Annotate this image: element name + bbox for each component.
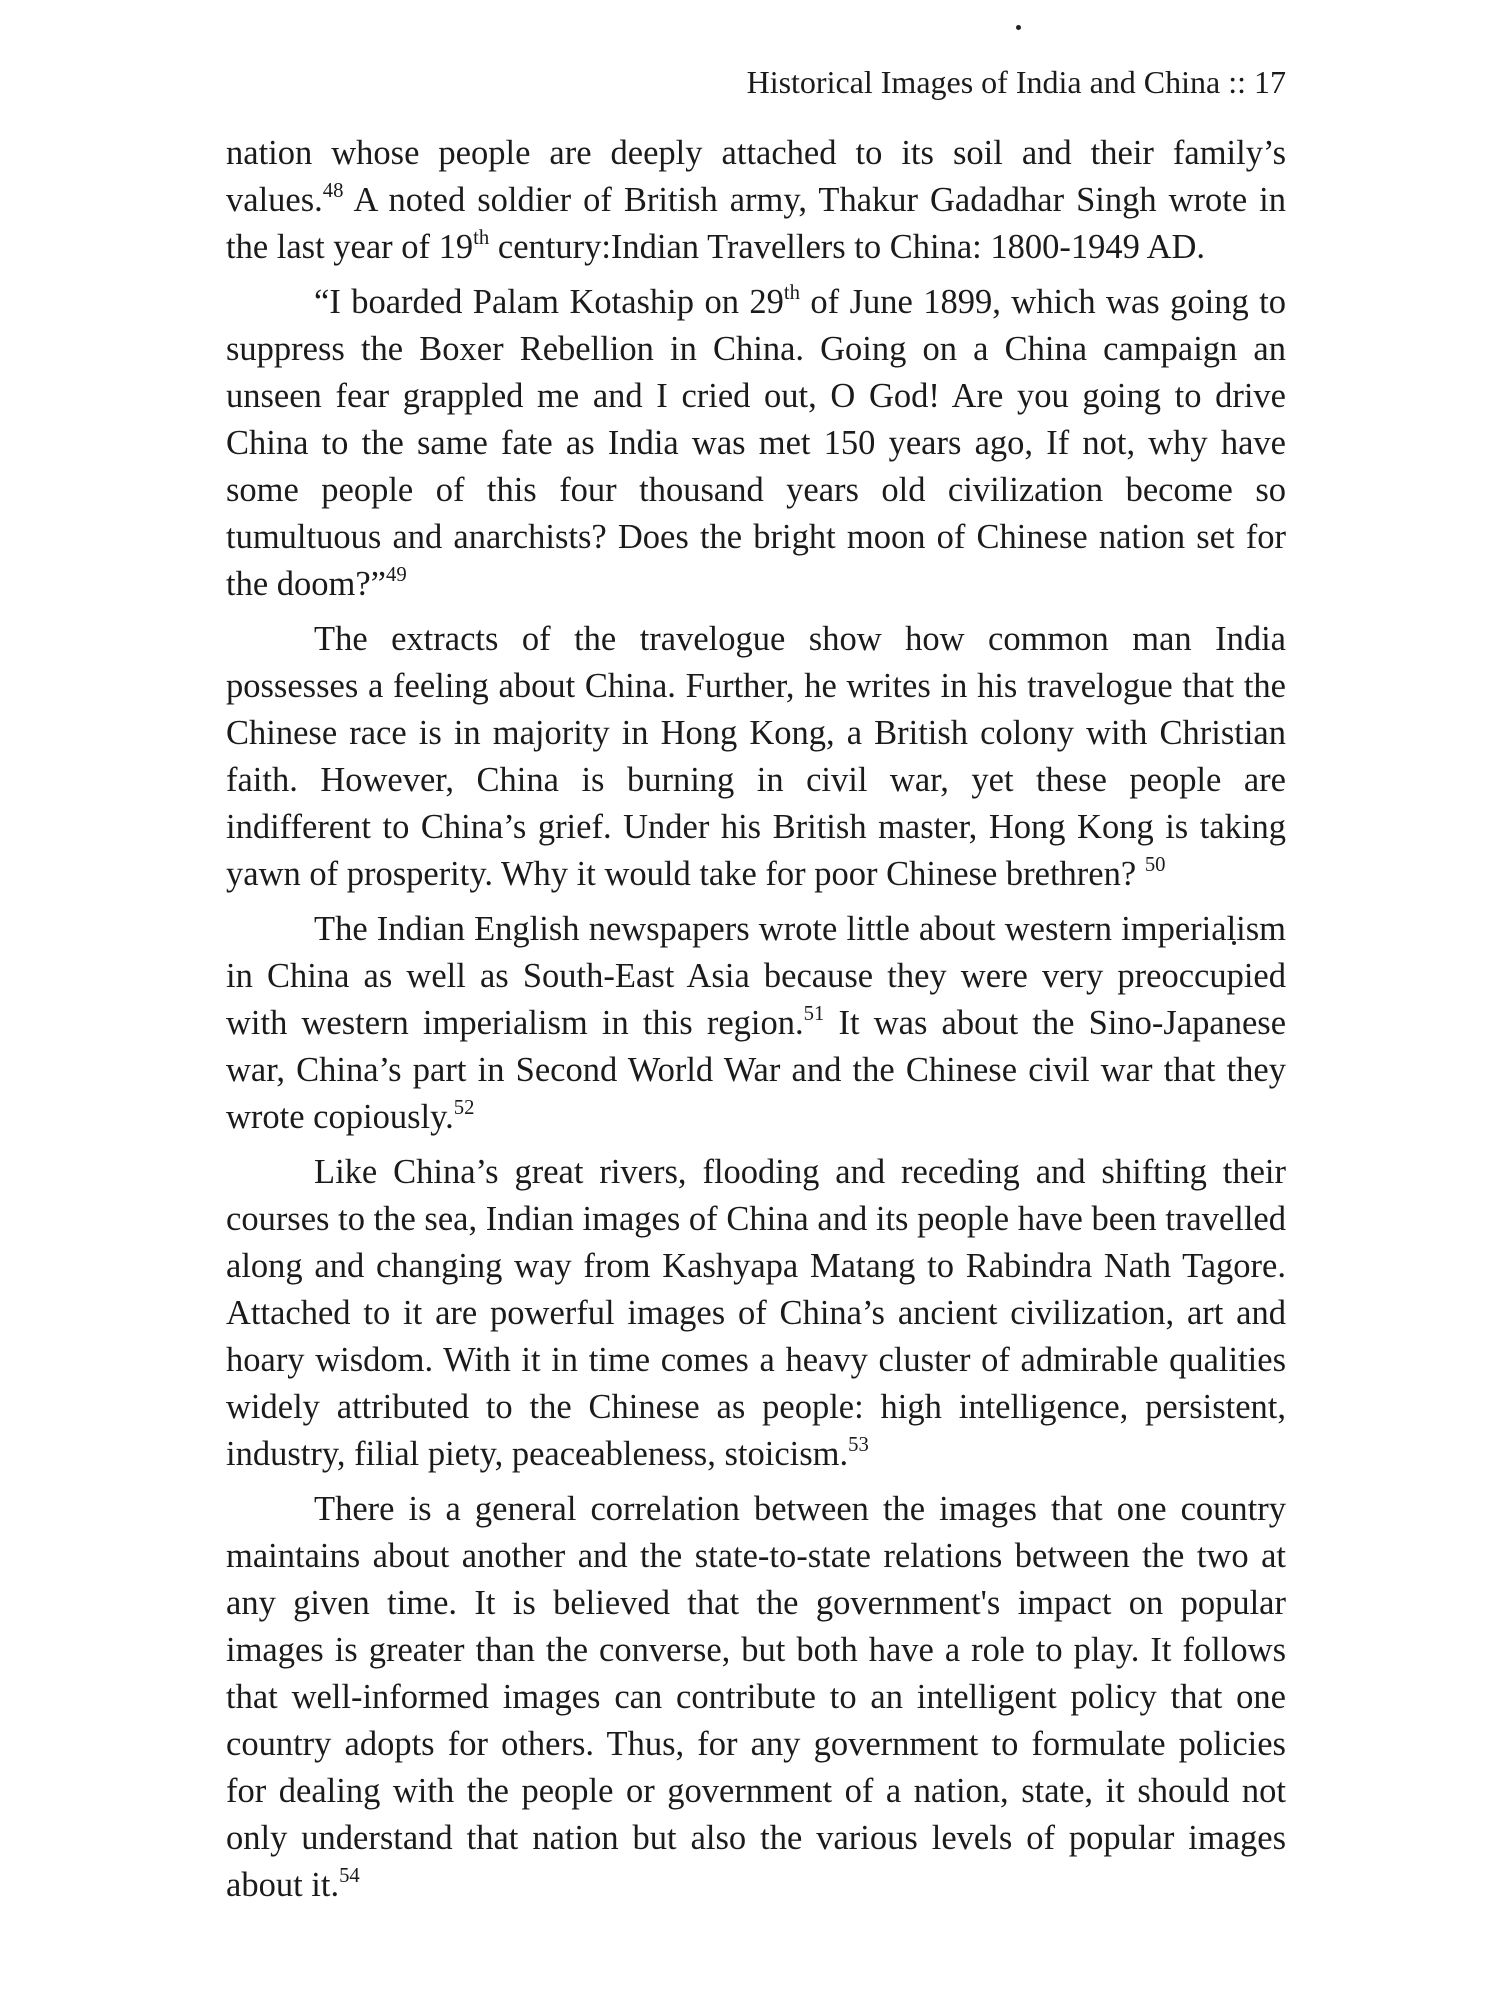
paragraph bbox=[226, 1149, 1286, 1478]
text-run: century:Indian Travellers to China: 1800-1949 AD. bbox=[489, 228, 1206, 266]
text-run: nation whose people are deeply attached to its soil and their family’s values. bbox=[226, 134, 1286, 219]
footnote-ref: 54 bbox=[339, 1865, 360, 1888]
text-run: There is a general correlation between the images that one country maintains about another and the state-to-state relations between the two at any given time. It is believed that the government's impact on popular images is greater than the converse, but both have a role to play. It follows that well-informed images can contribute to an intelligent policy that one country adopts for others. Thus, for any government to formulate policies for dealing with the people or government of a nation, state, it should not only understand that nation but also the various levels of popular images about it. bbox=[226, 1490, 1286, 1904]
text-run: Like China’s great rivers, flooding and receding and shifting their courses to the sea, Indian images of China and its people have been travelled along and changing way from Kashyapa Matang to Rabindra Nath Tagore. Attached to it are powerful images of China’s ancient civilization, art and hoary wisdom. With it in time comes a heavy cluster of admirable qualities widely attributed to the Chinese as people: high intelligence, persistent, industry, filial piety, peaceableness, stoicism. bbox=[226, 1153, 1286, 1473]
footnote-ref: 51 bbox=[803, 1003, 825, 1026]
text-run: The extracts of the travelogue show how common man India possesses a feeling about China. Further, he writes in his travelogue that the Chinese race is in majority in Hong Kong, a British colony with Christian faith. However, China is burning in civil war, yet these people are indifferent to China’s grief. Under his British master, Hong Kong is taking yawn of prosperity. Why it would take for poor Chinese brethren? bbox=[226, 620, 1286, 893]
footnote-ref: th bbox=[783, 282, 800, 305]
body-text bbox=[226, 130, 1286, 1917]
footnote-ref: th bbox=[473, 227, 490, 250]
footnote-ref: 48 bbox=[322, 180, 344, 203]
text-run: of June 1899, which was going to suppress the Boxer Rebellion in China. Going on a China campaign an unseen fear grappled me and I cried out, O God! Are you going to drive China to the same fate as India was met 150 years ago, If not, why have some people of this four thousand years old civilization become so tumultuous and anarchists? Does the bright moon of Chinese nation set for the doom?” bbox=[226, 283, 1286, 603]
paragraph bbox=[226, 906, 1286, 1141]
quote-paragraph bbox=[226, 279, 1286, 608]
footnote-ref: 49 bbox=[385, 564, 407, 587]
footnote-ref: 50 bbox=[1144, 854, 1166, 877]
running-head: Historical Images of India and China :: 17 bbox=[746, 64, 1286, 100]
text-run: It was about the Sino-Japanese war, China’s part in Second World War and the Chinese civil war that they wrote copiously. bbox=[226, 1004, 1287, 1136]
paragraph bbox=[226, 616, 1286, 898]
scan-speck bbox=[1016, 25, 1021, 30]
text-run: A noted soldier of British army, Thakur Gadadhar Singh wrote in the last year of 19 bbox=[226, 181, 1286, 266]
text-run: “I boarded Palam Kotaship on 29 bbox=[314, 283, 784, 321]
text-run: The Indian English newspapers wrote little about western imperialism in China as well as South-East Asia because they were very preoccupied with western imperialism in this region. bbox=[226, 910, 1286, 1042]
paragraph bbox=[226, 130, 1286, 271]
footnote-ref: 53 bbox=[848, 1434, 869, 1457]
footnote-ref: 52 bbox=[453, 1097, 475, 1120]
paragraph bbox=[226, 1486, 1286, 1909]
